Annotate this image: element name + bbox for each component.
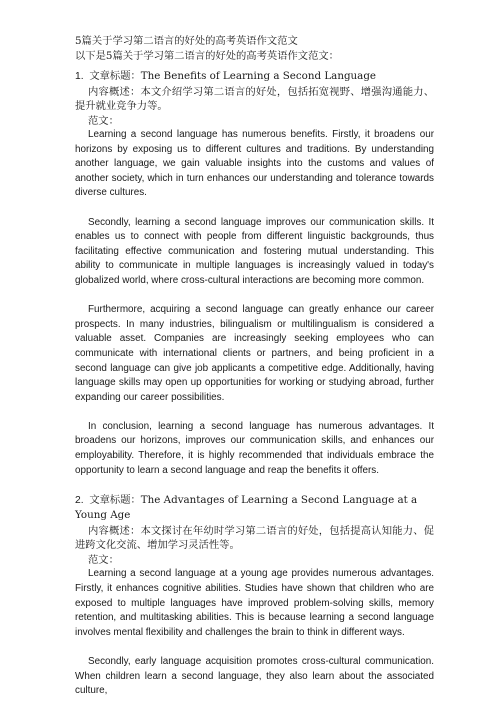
essay-paragraph: Learning a second language has numerous benefits. Firstly, it broadens our horizons by exposing us to different cultures and traditions. By understanding another language, we gain valuable insights into the customs and values of another society, which in turn enhances our understanding and tolerance towards diverse cultures.	[75, 129, 434, 199]
essay-title-text: 文章标题：The Advantages of Learning a Second Language at a Young Age	[75, 493, 418, 522]
essay-paragraph: Learning a second language at a young age provides numerous advantages. Firstly, it enhances cognitive abilities. Studies have shown that children who are exposed to multiple languages have improved problem-solving skills, memory retention, and multitasking abilities. This is because learning a second language involves mental flexibility and challenges the brain to think in different ways.	[75, 568, 434, 638]
essay-section-2	[75, 493, 434, 699]
document-intro: 以下是5篇关于学习第二语言的好处的高考英语作文范文：	[75, 49, 339, 62]
essay-section-1	[75, 69, 434, 478]
essay-title	[75, 493, 434, 524]
essay-number: 2.	[75, 494, 84, 506]
essay-paragraph: In conclusion, learning a second language has numerous advantages. It broadens our horizons, improves our communication skills, and enhances our employability. Therefore, it is highly recommended that individuals embrace the opportunity to learn a second language and reap the benefits it offers.	[75, 420, 434, 476]
essay-summary: 内容概述：本文介绍学习第二语言的好处，包括拓宽视野、增强沟通能力、提升就业竞争力等。	[75, 85, 434, 112]
essay-title	[75, 69, 434, 85]
essay-number: 1.	[75, 71, 84, 82]
essay-paragraph: Secondly, learning a second language improves our communication skills. It enables us to connect with people from different linguistic backgrounds, thus facilitating effective communication and fostering mutual understanding. This ability to communicate in multiple languages is increasingly valued in today's globalized world, where cross-cultural interactions are becoming more common.	[75, 216, 434, 286]
essay-summary: 内容概述：本文探讨在年幼时学习第二语言的好处，包括提高认知能力、促进跨文化交流、增加学习灵活性等。	[75, 524, 434, 552]
essay-paragraph: Furthermore, acquiring a second language can greatly enhance our career prospects. In many industries, bilingualism or multilingualism is considered a valuable asset. Companies are increasingly seeking employees who can communicate with international clients or partners, and being proficient in a second language can give job applicants a competitive edge. Additionally, having language skills may open up opportunities for working or studying abroad, further expanding our career possibilities.	[75, 304, 434, 403]
sample-label: 范文：	[88, 553, 119, 566]
essay-title-text: 文章标题：The Benefits of Learning a Second Language	[89, 70, 377, 82]
sample-label: 范文：	[88, 114, 119, 127]
essay-paragraph: Secondly, early language acquisition promotes cross-cultural communication. When children learn a second language, they also learn about the associated culture,	[75, 655, 434, 697]
document-title: 5篇关于学习第二语言的好处的高考英语作文范文	[75, 35, 298, 47]
